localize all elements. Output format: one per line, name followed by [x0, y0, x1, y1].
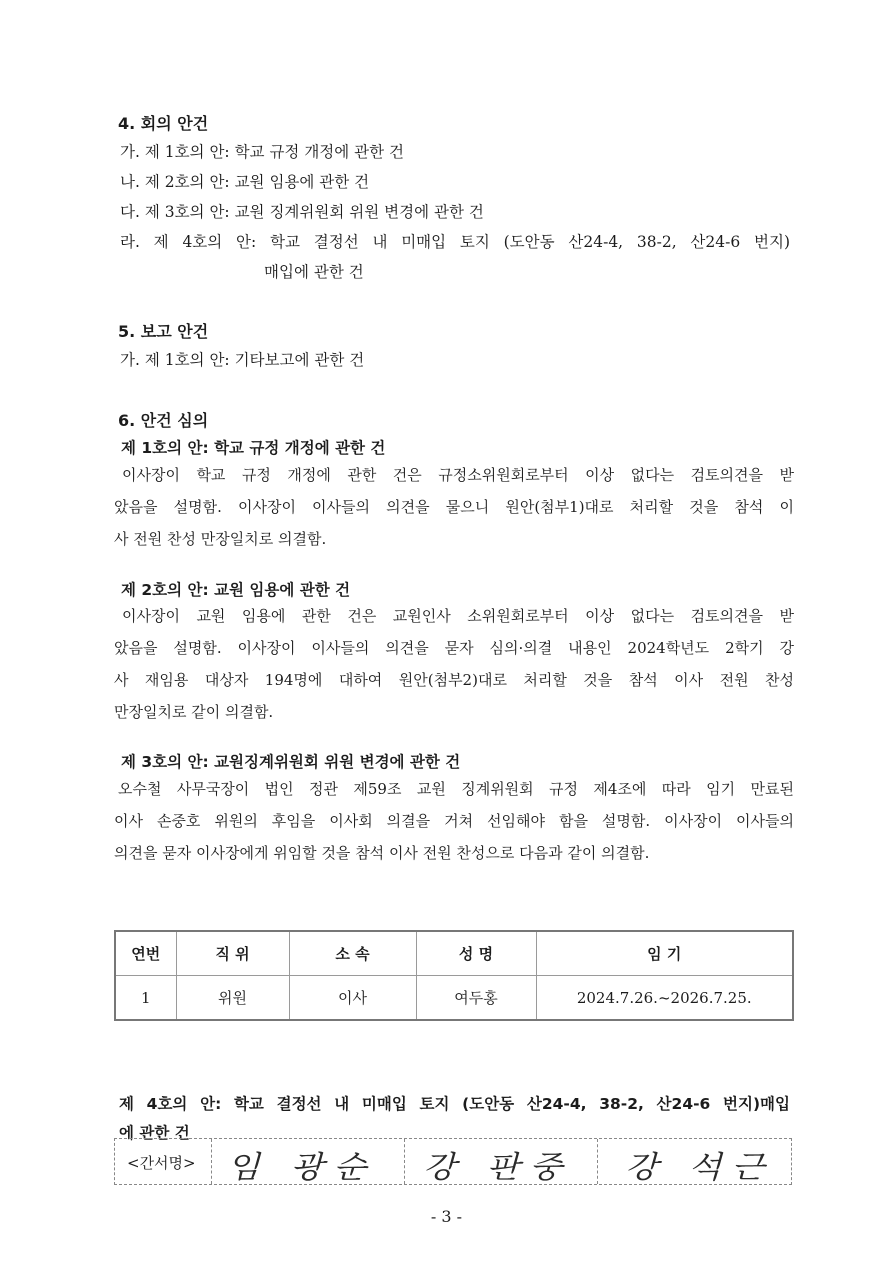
section4-item-4-cont: 매입에 관한 건: [264, 263, 364, 281]
agenda1-line-3: 사 전원 찬성 만장일치로 의결함.: [114, 530, 327, 548]
section4-item-2: 나. 제 2호의 안: 교원 임용에 관한 건: [120, 173, 370, 191]
cell-number: 1: [115, 976, 176, 1021]
signature-box: [114, 1138, 792, 1185]
agenda2-line-1: 이사장이 교원 임용에 관한 건은 교원인사 소위원회로부터 이상 없다는 검토의견을 받: [122, 607, 794, 625]
agenda1-line-1: 이사장이 학교 규정 개정에 관한 건은 규정소위원회로부터 이상 없다는 검토의견을 받: [122, 466, 794, 484]
agenda3-body: [114, 773, 794, 869]
section5-heading: 5. 보고 안건: [118, 322, 209, 341]
agenda1-line-2: 았음을 설명함. 이사장이 이사들의 의견을 물으니 원안(첨부1)대로 처리할 것을 참석 이: [114, 498, 794, 516]
table-header-row: [115, 931, 793, 976]
signature-1: 임 광순: [227, 1149, 377, 1186]
cell-position: 위원: [176, 976, 289, 1021]
header-affiliation: 소 속: [289, 931, 416, 976]
committee-table: [114, 930, 794, 1021]
section4-heading: 4. 회의 안건: [118, 114, 209, 133]
signature-3: 강 석근: [625, 1149, 775, 1186]
section6-heading: 6. 안건 심의: [118, 411, 209, 430]
page-number: - 3 -: [430, 1207, 463, 1226]
section4-item-1: 가. 제 1호의 안: 학교 규정 개정에 관한 건: [120, 143, 405, 161]
header-position: 직 위: [176, 931, 289, 976]
agenda2-body: [114, 600, 794, 728]
cell-affiliation: 이사: [289, 976, 416, 1021]
section5-item-1: 가. 제 1호의 안: 기타보고에 관한 건: [120, 351, 365, 369]
agenda3-title: 제 3호의 안: 교원징계위원회 위원 변경에 관한 건: [121, 753, 461, 771]
signature-divider: [404, 1139, 405, 1184]
agenda3-line-2: 이사 손중호 위원의 후임을 이사회 의결을 거쳐 선임해야 함을 설명함. 이사장이 이사들의: [114, 812, 794, 830]
agenda4-title: 제 4호의 안: 학교 결정선 내 미매입 토지 (도안동 산24-4, 38-2, 산24-6 번지)매입: [119, 1095, 790, 1113]
section4-item-4: 라. 제 4호의 안: 학교 결정선 내 미매입 토지 (도안동 산24-4, 38-2, 산24-6 번지): [120, 233, 790, 251]
cell-name: 여두홍: [416, 976, 536, 1021]
table-row: [115, 976, 793, 1021]
agenda1-body: [114, 459, 794, 555]
header-number: 연번: [115, 931, 176, 976]
section4-item-3: 다. 제 3호의 안: 교원 징계위원회 위원 변경에 관한 건: [120, 203, 484, 221]
signature-2: 강 판중: [423, 1149, 573, 1186]
agenda3-line-3: 의견을 묻자 이사장에게 위임할 것을 참석 이사 전원 찬성으로 다음과 같이 의결함.: [114, 844, 650, 862]
signature-label: <간서명>: [127, 1154, 196, 1172]
agenda1-title: 제 1호의 안: 학교 규정 개정에 관한 건: [121, 439, 386, 457]
signature-divider: [597, 1139, 598, 1184]
header-name: 성 명: [416, 931, 536, 976]
header-term: 임 기: [536, 931, 793, 976]
agenda2-line-2: 았음을 설명함. 이사장이 이사들의 의견을 묻자 심의·의결 내용인 2024학년도 2학기 강: [114, 639, 794, 657]
agenda3-line-1: 오수철 사무국장이 법인 정관 제59조 교원 징계위원회 규정 제4조에 따라 임기 만료된: [118, 780, 794, 798]
agenda2-title: 제 2호의 안: 교원 임용에 관한 건: [121, 581, 351, 599]
signature-divider: [211, 1139, 212, 1184]
agenda2-line-3: 사 재임용 대상자 194명에 대하여 원안(첨부2)대로 처리할 것을 참석 이사 전원 찬성: [114, 671, 794, 689]
cell-term: 2024.7.26.~2026.7.25.: [536, 976, 793, 1021]
agenda2-line-4: 만장일치로 같이 의결함.: [114, 703, 274, 721]
agenda4-title-cont: 에 관한 건: [119, 1124, 190, 1142]
